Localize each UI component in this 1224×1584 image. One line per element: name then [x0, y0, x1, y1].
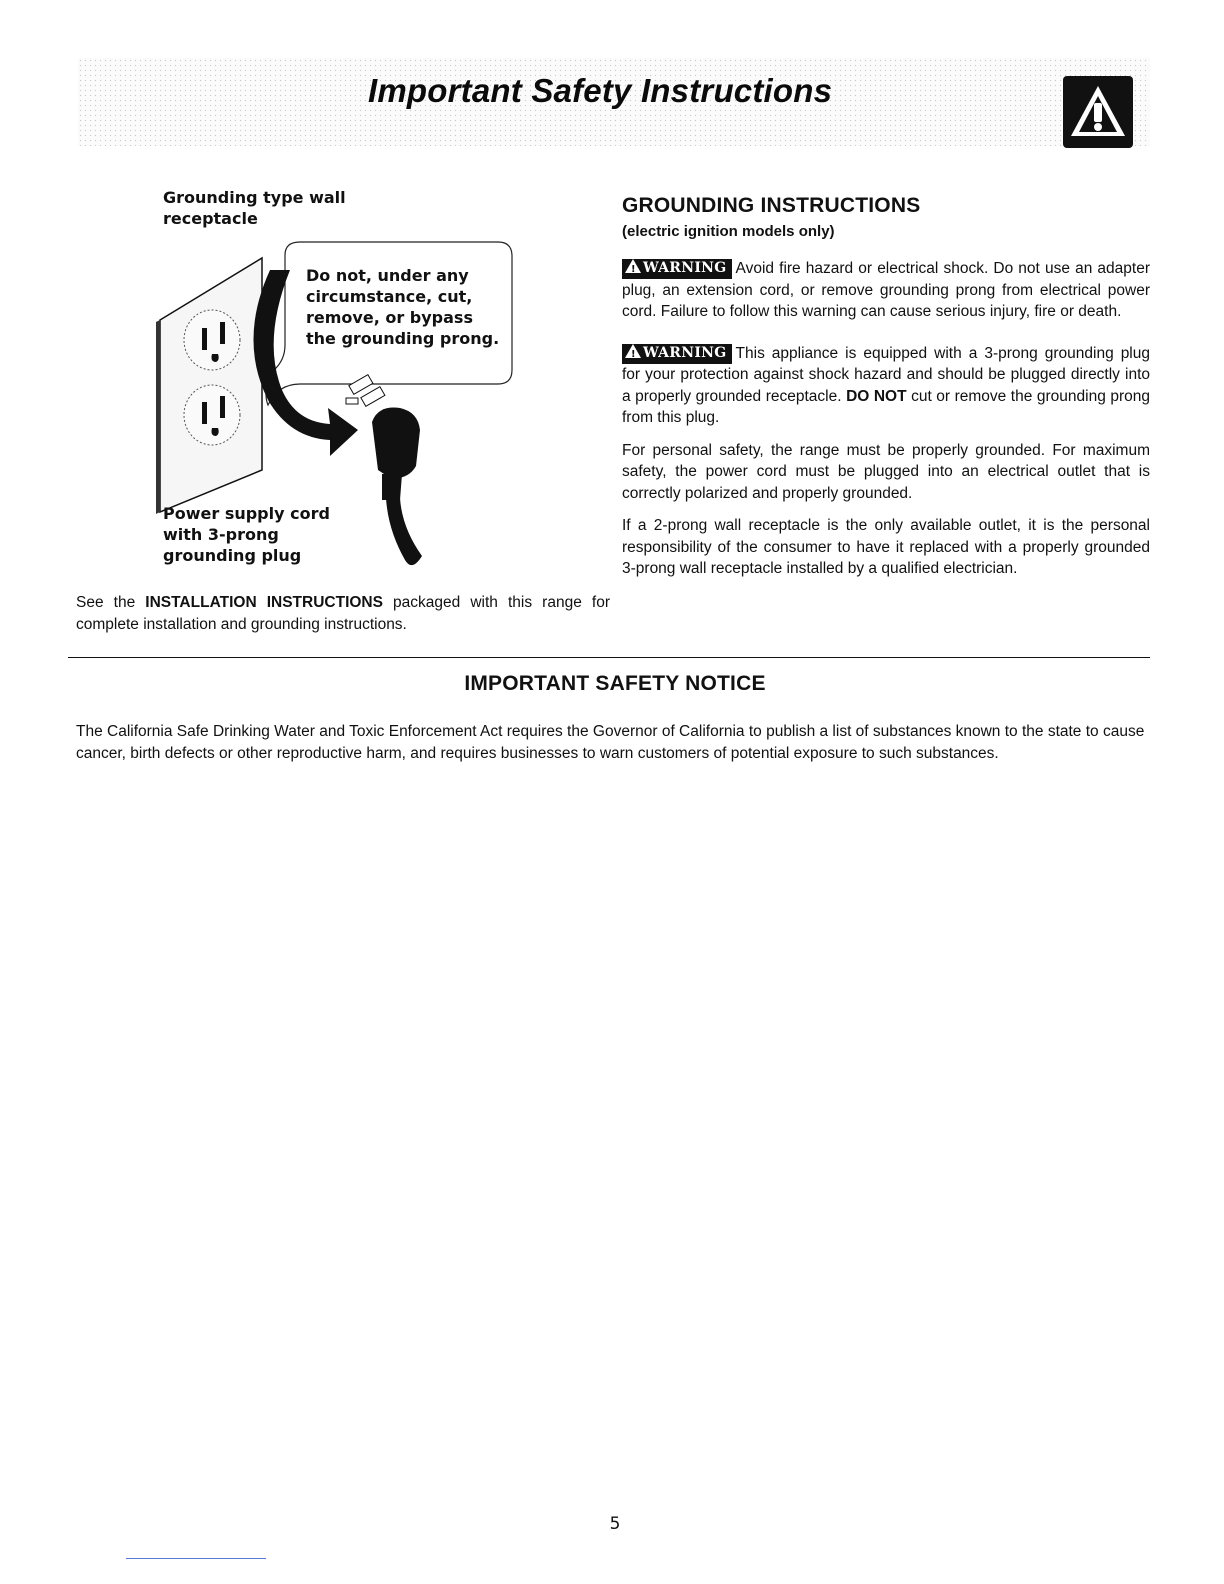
grounding-instructions	[622, 194, 1150, 580]
installation-note-suffix: packaged with this range for complete installation and grounding instructions.	[76, 594, 610, 633]
warning-label: WARNING	[643, 344, 727, 361]
footer-line	[126, 1558, 266, 1559]
header-banner	[78, 58, 1150, 146]
warning-triangle-icon	[1063, 76, 1133, 148]
warning-paragraph-2	[622, 343, 1150, 429]
warning-triangle-icon	[625, 259, 641, 273]
warning-triangle-icon	[625, 344, 641, 358]
warning-badge	[622, 259, 732, 279]
bubble-text: Do not, under any circumstance, cut, remove, or bypass the grounding prong.	[306, 266, 500, 348]
receptacle-label: Grounding type wall receptacle	[163, 188, 346, 228]
personal-safety-paragraph: For personal safety, the range must be properly grounded. For maximum safety, the power cord must be plugged into an electrical outlet that is correctly polarized and properly grounded.	[622, 441, 1150, 502]
warning-label: WARNING	[643, 260, 727, 276]
wall-plate	[160, 258, 262, 512]
grounding-heading: GROUNDING INSTRUCTIONS	[622, 194, 921, 217]
warning-badge	[622, 344, 732, 364]
installation-note	[76, 592, 610, 635]
two-prong-paragraph: If a 2-prong wall receptacle is the only available outlet, it is the personal responsibility of the consumer to have it replaced with a properly grounded 3-prong wall receptacle installed by a qualified electrician.	[622, 517, 1150, 577]
grounding-subheading: (electric ignition models only)	[622, 223, 835, 240]
cord-label: Power supply cord with 3-prong grounding plug	[163, 504, 330, 565]
plug-icon	[372, 408, 420, 479]
cord-icon	[386, 498, 422, 565]
warning-text-1: Avoid fire hazard or electrical shock. Do not use an adapter plug, an extension cord, or remove grounding prong from electrical power cord. Failure to follow this warning can cause serious injury, fire or death.	[622, 260, 1150, 320]
section-divider	[68, 657, 1150, 658]
do-not-emphasis: DO NOT	[846, 387, 907, 405]
warning-paragraph-1	[622, 258, 1150, 323]
warning-text-2: This appliance is equipped with a 3-prong grounding plug for your protection against shock hazard and should be plugged directly into a properly grounded receptacle.	[622, 344, 1150, 405]
installation-note-prefix: See the	[76, 594, 146, 611]
installation-instructions-emphasis: INSTALLATION INSTRUCTIONS	[145, 594, 383, 611]
notice-heading: IMPORTANT SAFETY NOTICE	[464, 672, 766, 695]
page-number: 5	[609, 1514, 621, 1534]
page-title: Important Safety Instructions	[368, 72, 833, 109]
notice-body: The California Safe Drinking Water and Toxic Enforcement Act requires the Governor of California to publish a list of substances known to the state to cause cancer, birth defects or other reproductive harm, and requires businesses to warn customers of potential exposure to such substances.	[76, 723, 1145, 762]
warning-text-2-end: cut or remove the grounding prong from this plug.	[622, 387, 1151, 426]
